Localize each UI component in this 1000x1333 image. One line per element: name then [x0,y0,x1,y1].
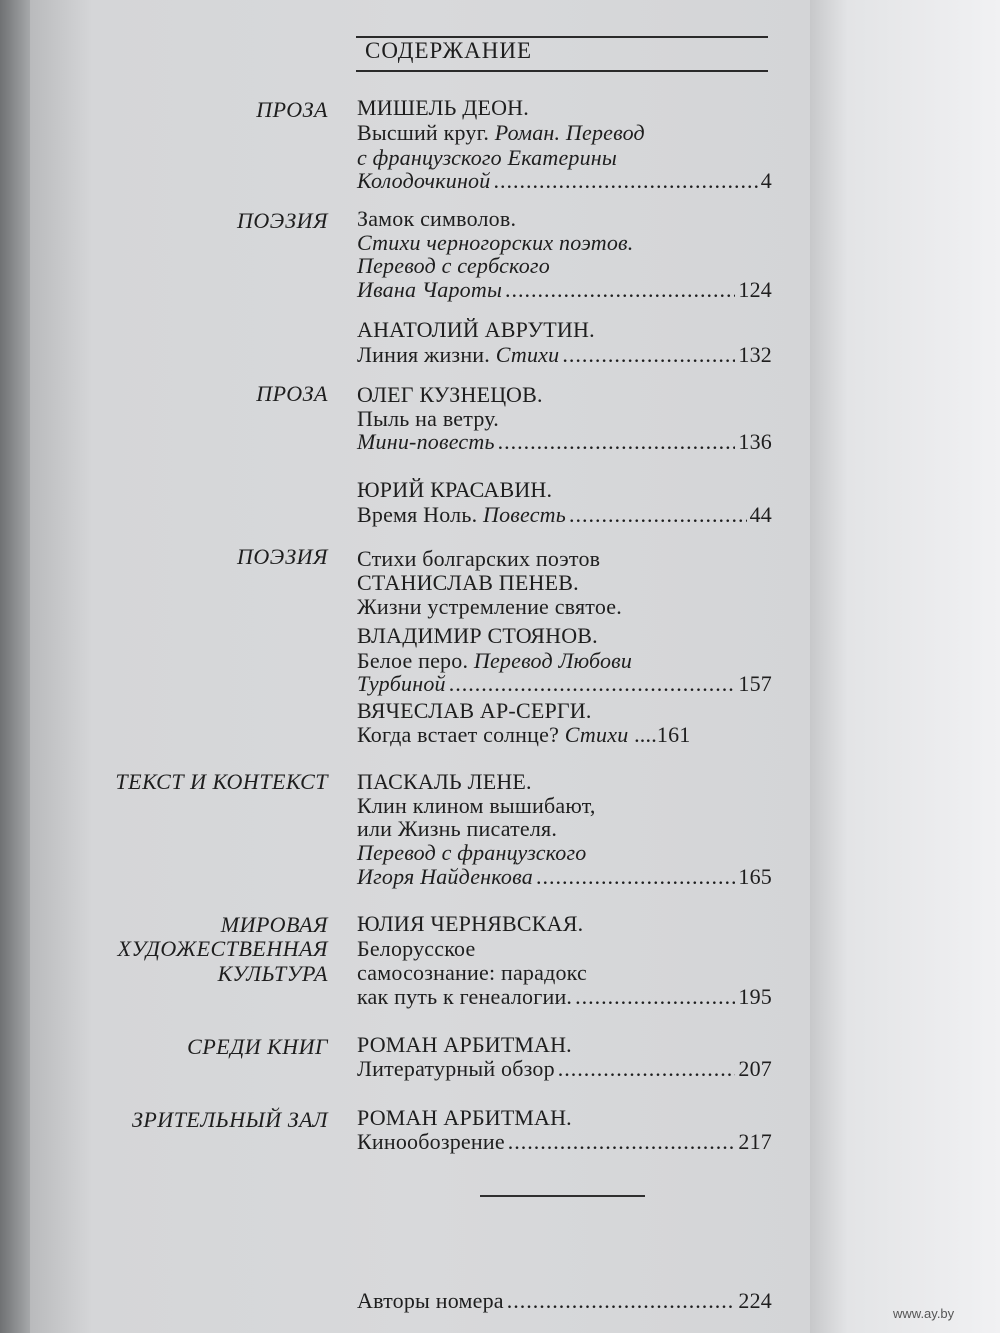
toc-entry-arsergi[interactable] [357,722,772,748]
entry-title: Белое перо. [357,648,469,673]
dot-leader [449,671,736,697]
toc-entry-zamok[interactable] [357,277,772,303]
entry-text: Белорусское [357,936,476,961]
page-number: 217 [738,1129,772,1154]
entry-text: Клин клином вышибают, [357,793,596,818]
entry-title: Авторы номера [357,1288,504,1313]
entry-genre: Перевод Любови [473,648,633,673]
page-number: 195 [738,984,772,1009]
section-label: МИРОВАЯ [220,912,328,937]
entry-genre: Роман. Перевод [494,120,645,145]
dot-leader [569,502,747,528]
toc-entry-stoyanov[interactable] [357,671,772,697]
toc-entry-arbitman-cinema[interactable] [357,1129,772,1155]
entry-genre: Стихи [495,342,560,367]
toc-entry-lene[interactable] [357,864,772,890]
page-number: 44 [749,502,772,527]
entry-author: РОМАН АРБИТМАН. [357,1105,572,1130]
entry-title: Стихи болгарских поэтов [357,546,601,571]
section-label: ТЕКСТ И КОНТЕКСТ [115,769,328,794]
toc-entry-authors[interactable] [357,1288,772,1314]
dot-leader [505,277,735,303]
entry-title: Когда встает солнце? [357,722,560,747]
entry-genre: Стихи [564,722,629,747]
entry-text: Игоря Найденкова [357,864,533,889]
toc-entry-arbitman-review[interactable] [357,1056,772,1082]
entry-title: Литературный обзор [357,1056,555,1081]
page-edge-shadow [810,0,1000,1333]
toc-entry-kuznetsov[interactable] [357,429,772,455]
page-number: 136 [738,429,772,454]
entry-genre: Мини-повесть [357,429,495,454]
entry-title: Время Ноль. [357,502,478,527]
dot-leader [507,1288,736,1314]
entry-author: СТАНИСЛАВ ПЕНЕВ. [357,570,579,595]
entry-title-line [357,120,772,146]
entry-author: ЮЛИЯ ЧЕРНЯВСКАЯ. [357,911,584,936]
entry-text: с французского Екатерины [357,145,618,170]
section-label: ХУДОЖЕСТВЕННАЯ [117,936,328,961]
entry-text: самосознание: парадокс [357,960,587,985]
entry-text: Ивана Чароты [357,277,503,302]
page-number: 157 [738,671,772,696]
entry-title: Замок символов. [357,206,517,231]
dot-leader [508,1129,736,1155]
entry-text: Перевод с французского [357,840,587,865]
page-number: 124 [738,277,772,302]
entry-author: ВЛАДИМИР СТОЯНОВ. [357,623,598,648]
entry-author: ЮРИЙ КРАСАВИН. [357,477,553,502]
entry-author: ОЛЕГ КУЗНЕЦОВ. [357,382,543,407]
entry-text: как путь к генеалогии. [357,984,573,1009]
entry-author: РОМАН АРБИТМАН. [357,1032,572,1057]
entry-title: Кинообозрение [357,1129,505,1154]
section-label: ПРОЗА [256,381,328,406]
entry-text: Колодочкиной [357,168,491,193]
section-label: ПОЭЗИЯ [237,544,328,569]
section-label: ЗРИТЕЛЬНЫЙ ЗАЛ [131,1107,328,1132]
entry-title: Пыль на ветру. [357,406,499,431]
section-label: СРЕДИ КНИГ [187,1034,328,1059]
section-label: КУЛЬТУРА [217,961,328,986]
entry-text: Стихи черногорских поэтов. [357,230,634,255]
dot-leader [562,342,735,368]
header-bottom-rule [356,70,768,72]
separator-rule [480,1195,645,1197]
entry-title: Жизни устремление святое. [357,594,622,619]
entry-author: ВЯЧЕСЛАВ АР-СЕРГИ. [357,698,592,723]
entry-text: Турбиной [357,671,446,696]
page-number: 207 [738,1056,772,1081]
dot-leader [498,429,736,455]
entry-text: Перевод с сербского [357,253,550,278]
page-number: 165 [738,864,772,889]
page-number: 224 [738,1288,772,1313]
section-label: ПРОЗА [256,97,328,122]
page-number: 4 [760,168,772,193]
watermark: www.ay.by [893,1306,955,1321]
toc-entry-chernyavskaya[interactable] [357,984,772,1010]
entry-title: Высший круг. [357,120,490,145]
page-number: 161 [656,722,691,747]
section-label: ПОЭЗИЯ [237,208,328,233]
entry-text: или Жизнь писателя. [357,816,558,841]
entry-author: МИШЕЛЬ ДЕОН. [357,95,529,120]
dot-leader [493,168,757,194]
dot-leader [558,1056,736,1082]
dot-leader [575,984,735,1010]
entry-title: Линия жизни. [357,342,490,367]
dot-leader [536,864,735,890]
entry-genre: Повесть [483,502,566,527]
entry-author: АНАТОЛИЙ АВРУТИН. [357,317,595,342]
page-number: 132 [738,342,772,367]
toc-entry-deon[interactable] [357,168,772,194]
page-title: СОДЕРЖАНИЕ [365,38,533,63]
entry-author: ПАСКАЛЬ ЛЕНЕ. [357,769,532,794]
toc-entry-krasavin[interactable] [357,502,772,528]
dot-leader: .... [634,722,657,747]
toc-entry-avrutin[interactable] [357,342,772,368]
